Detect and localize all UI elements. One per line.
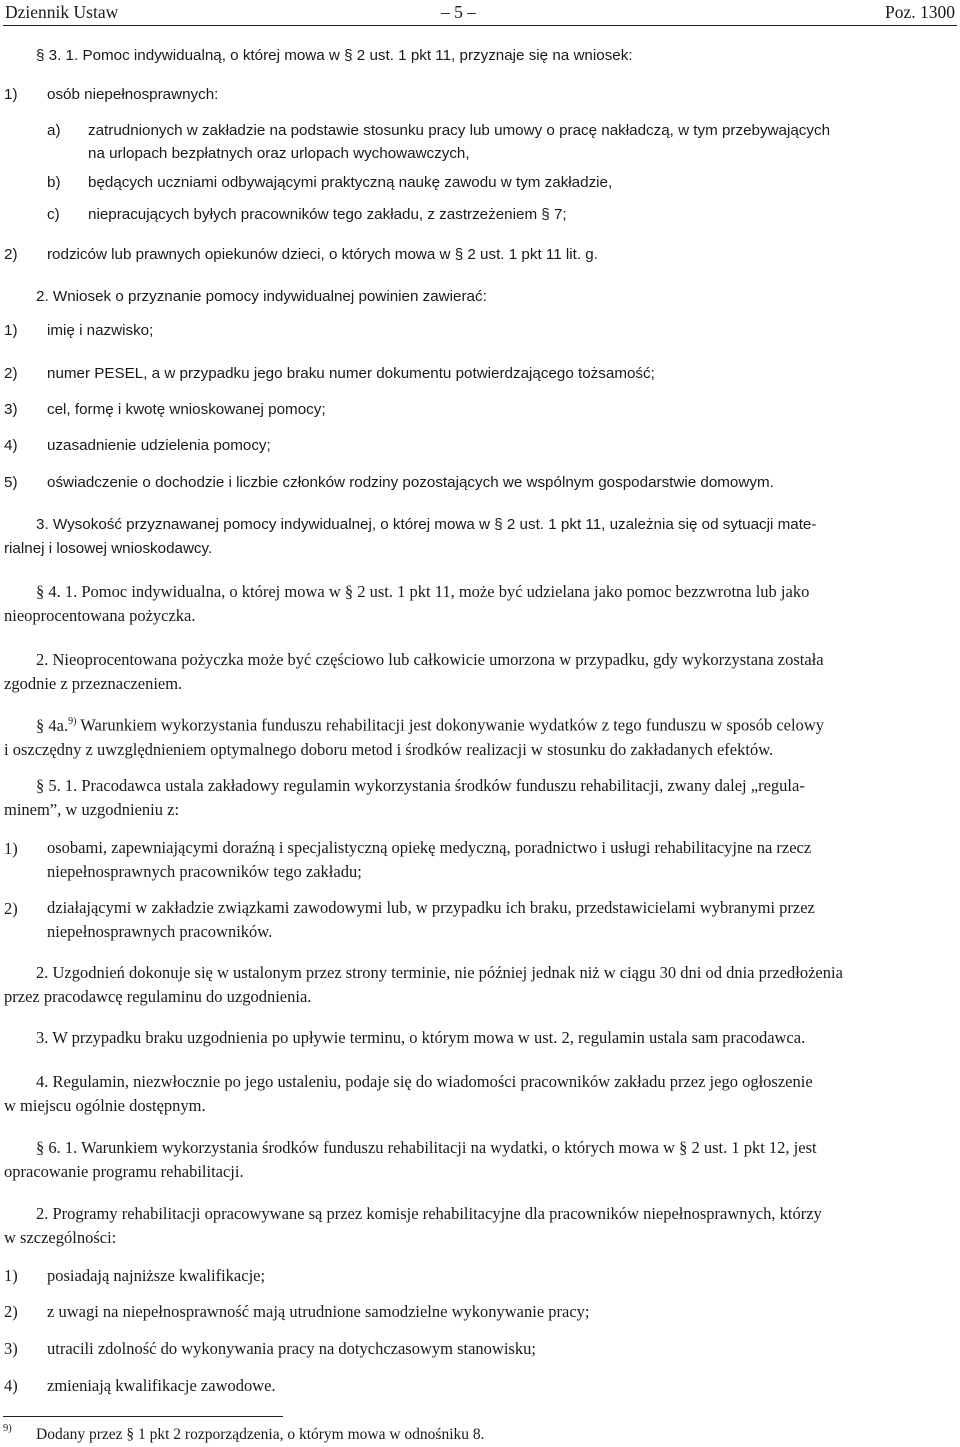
- section-5-paragraph-1: § 5. 1. Pracodawca ustala zakładowy regulamin wykorzystania środków funduszu rehabilitacji, zwany dalej „regula- minem”, w uzgodnieniu z:: [4, 776, 805, 819]
- item-text: utracili zdolność do wykonywania pracy na dotychczasowym stanowisku;: [47, 1339, 536, 1358]
- subitem-letter: b): [47, 174, 61, 191]
- item-text: cel, formę i kwotę wnioskowanej pomocy;: [47, 401, 326, 418]
- page-header: [5, 2, 955, 24]
- section-4a: § 4a.$^{9)}$ Warunkiem wykorzystania funduszu rehabilitacji jest dokonywanie wydatków z tego funduszu w sposób celowy i oszczędny z uwzględnieniem optymalnego doboru metod i środków realizacji w stosunku do zakładanych efektów.: [4, 715, 824, 759]
- item-number: 2): [4, 246, 18, 263]
- item-text: imię i nazwisko;: [47, 322, 154, 339]
- section-3-paragraph-3-cont: rialnej i losowej wnioskodawcy.: [4, 540, 213, 557]
- section-3-paragraph-2: 2. Wniosek o przyznanie pomocy indywidualnej powinien zawierać:: [36, 288, 487, 305]
- item-number: 4): [4, 437, 18, 454]
- item-number: 5): [4, 474, 18, 491]
- item-text: działającymi w zakładzie związkami zawodowymi lub, w przypadku ich braku, przedstawicielami wybranymi przez niepełnosprawnych pracowników.: [47, 898, 815, 941]
- item-number: 1): [4, 322, 18, 339]
- section-6-paragraph-2: 2. Programy rehabilitacji opracowywane są przez komisje rehabilitacyjne dla pracowników niepełnosprawnych, którzy w szczególności:: [4, 1204, 822, 1247]
- subitem-letter: c): [47, 206, 60, 223]
- section-4-paragraph-2: 2. Nieoprocentowana pożyczka może być częściowo lub całkowicie umorzona w przypadku, gdy wykorzystana została zgodnie z przeznaczeniem.: [4, 650, 824, 693]
- item-number: 1): [4, 839, 18, 858]
- section-5-paragraph-3: 3. W przypadku braku uzgodnienia po upływie terminu, o którym mowa w ust. 2, regulamin ustala sam pracodawca.: [36, 1028, 806, 1047]
- item-number: 2): [4, 899, 18, 918]
- item-text: oświadczenie o dochodzie i liczbie członków rodziny pozostających we wspólnym gospodarstwie domowym.: [47, 474, 774, 491]
- subitem-text: zatrudnionych w zakładzie na podstawie stosunku pracy lub umowy o pracę nakładczą, w tym przebywających: [88, 122, 831, 139]
- item-number: 2): [4, 1302, 18, 1321]
- section-5-paragraph-4: 4. Regulamin, niezwłocznie po jego ustaleniu, podaje się do wiadomości pracowników zakładu przez jego ogłoszenie w miejscu ogólnie dostępnym.: [4, 1072, 813, 1115]
- item-text: z uwagi na niepełnosprawność mają utrudnione samodzielne wykonywanie pracy;: [47, 1302, 590, 1321]
- item-number: 1): [4, 1266, 18, 1285]
- item-text: zmieniają kwalifikacje zawodowe.: [47, 1376, 276, 1395]
- item-text: uzasadnienie udzielenia pomocy;: [47, 437, 271, 454]
- subitem-text: będących uczniami odbywającymi praktyczną naukę zawodu w tym zakładzie,: [88, 174, 613, 191]
- item-text: osobami, zapewniającymi doraźną i specjalistyczną opiekę medyczną, poradnictwo i usługi rehabilitacyjne na rzecz niepełnosprawnych pracowników tego zakładu;: [47, 838, 812, 881]
- subitem-text: niepracujących byłych pracowników tego zakładu, z zastrzeżeniem § 7;: [88, 206, 567, 223]
- journal-title: Dziennik Ustaw: [5, 2, 119, 22]
- item-text: osób niepełnosprawnych:: [47, 86, 219, 103]
- subitem-letter: a): [47, 122, 61, 139]
- footnote-mark: 9): [3, 1423, 12, 1434]
- footnote-divider: [3, 1416, 283, 1417]
- section-5-paragraph-2: 2. Uzgodnień dokonuje się w ustalonym przez strony terminie, nie później jednak niż w ciągu 30 dni od dnia przedłożenia przez pracodawcę regulaminu do uzgodnienia.: [4, 963, 843, 1006]
- item-number: 2): [4, 365, 18, 382]
- header-divider: [3, 25, 957, 26]
- page-number: – 5 –: [441, 2, 476, 22]
- section-4-paragraph-1: § 4. 1. Pomoc indywidualna, o której mowa w § 2 ust. 1 pkt 11, może być udzielana jako pomoc bezzwrotna lub jako nieoprocentowana pożyczka.: [4, 582, 810, 625]
- footnote-reference: 9): [68, 716, 77, 727]
- item-text: rodziców lub prawnych opiekunów dzieci, o których mowa w § 2 ust. 1 pkt 11 lit. g.: [47, 246, 598, 263]
- item-number: 4): [4, 1376, 18, 1395]
- item-text: posiadają najniższe kwalifikacje;: [47, 1266, 266, 1285]
- item-number: 1): [4, 86, 18, 103]
- item-number: 3): [4, 401, 18, 418]
- subitem-text: na urlopach bezpłatnych oraz urlopach wychowawczych,: [88, 145, 470, 162]
- item-text: numer PESEL, a w przypadku jego braku numer dokumentu potwierdzającego tożsamość;: [47, 365, 655, 382]
- footnote-text: Dodany przez § 1 pkt 2 rozporządzenia, o którym mowa w odnośniku 8.: [36, 1426, 485, 1443]
- position-number: Poz. 1300: [885, 2, 955, 22]
- section-3-paragraph-3: 3. Wysokość przyznawanej pomocy indywidualnej, o której mowa w § 2 ust. 1 pkt 11, uzależnia się od sytuacji mate-: [36, 516, 817, 533]
- item-number: 3): [4, 1339, 18, 1358]
- section-6-paragraph-1: § 6. 1. Warunkiem wykorzystania środków funduszu rehabilitacji na wydatki, o których mowa w § 2 ust. 1 pkt 12, jest opracowanie programu rehabilitacji.: [4, 1138, 817, 1181]
- section-3-intro: § 3. 1. Pomoc indywidualną, o której mowa w § 2 ust. 1 pkt 11, przyznaje się na wniosek:: [36, 47, 633, 64]
